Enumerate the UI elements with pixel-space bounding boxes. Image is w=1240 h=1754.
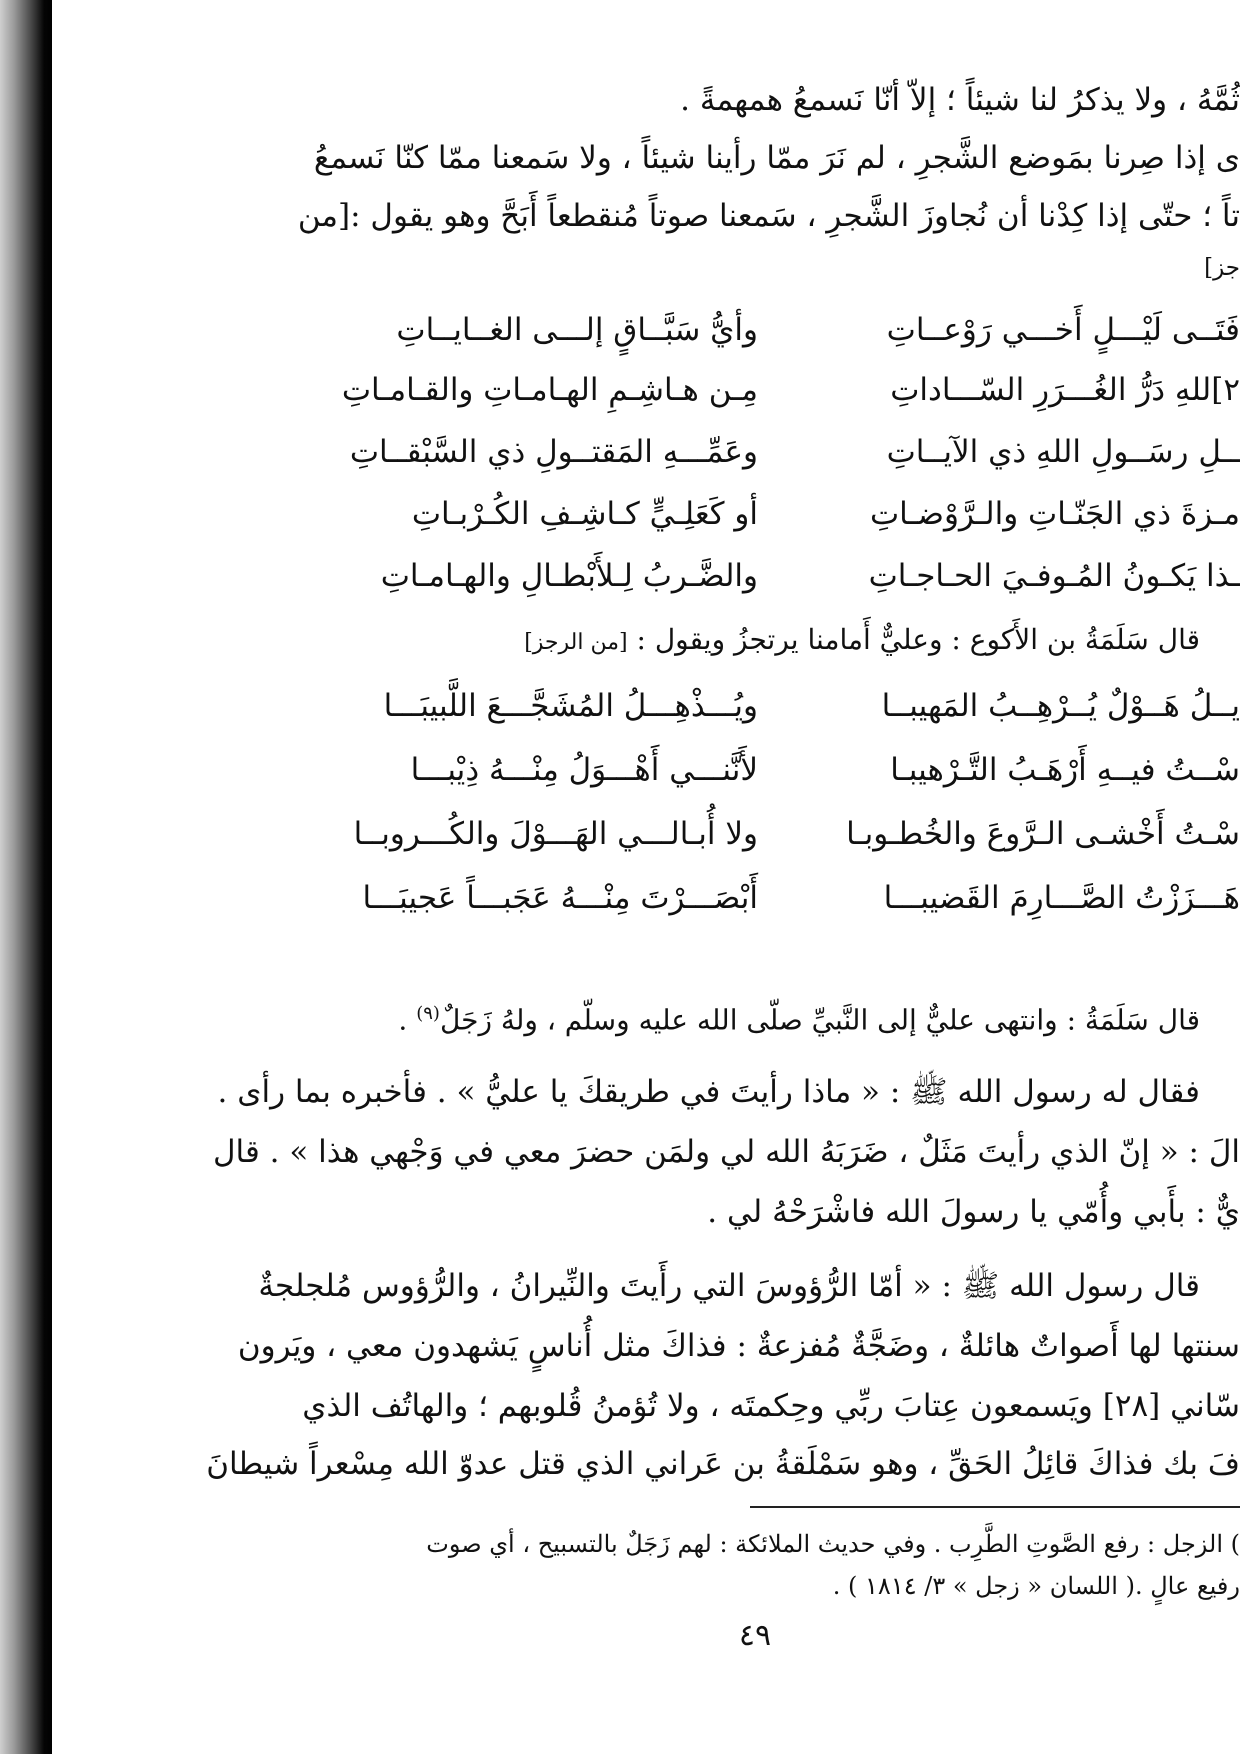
verse-row [70, 676, 1240, 736]
verse-first-hemistich: يــلُ هَــوْلٌ يُــرْهِــبُ المَهيبــا [881, 688, 1240, 724]
prose-line: قال رسول الله ﷺ : « أمّا الرُّؤوسَ التي رأَيتَ والنِّيرانُ ، والرُّؤوس مُلجلجةٌ [258, 1268, 1200, 1304]
verse-first-hemistich: ٢]للهِ دَرُّ الغُـــرَرِ السّـــاداتِ [890, 372, 1240, 408]
prose-line: يٌّ : بأَبي وأُمّي يا رسولَ الله فاشْرَحْهُ لي . [707, 1194, 1240, 1230]
verse-row [70, 546, 1240, 606]
verse-second-hemistich: أَبْصَـــرْتَ مِنْـــهُ عَجَبـــاً عَجيبَـــا [362, 880, 758, 916]
scan-binding-edge [0, 0, 52, 1754]
verse-first-hemistich: ـذا يَكـونُ المُـوفـيَ الحـاجـاتِ [868, 558, 1240, 594]
verse-intro [70, 610, 1200, 670]
verse-row [70, 360, 1240, 420]
verse-second-hemistich: ولا أُبـالـــي الهَـــوْلَ والكُـــروبــا [353, 816, 758, 852]
verse-first-hemistich: هَـــزَزْتُ الصَّـــارِمَ القَضيبـــا [883, 880, 1240, 916]
verse-row [70, 740, 1240, 800]
verse-first-hemistich: ــلِ رسَــولِ اللهِ ذي الآيــاتِ [886, 434, 1240, 470]
prose-line: الَ : « إنّ الذي رأيتَ مَثَلٌ ، ضَرَبَهُ الله لي ولمَن حضرَ معي في وَجْهي هذا » . قال [213, 1134, 1240, 1170]
verse-second-hemistich: مِـن هـاشِـمِ الهـامـاتِ والقـامـاتِ [341, 372, 758, 408]
verse-first-hemistich: سْـتُ أَخْشـى الـرَّوعَ والخُطـوبـا [846, 816, 1240, 852]
verse-first-hemistich: سْــتُ فيــهِ أَرْهَـبُ التَّـرْهيبـا [890, 752, 1240, 788]
verse-second-hemistich: وأيُّ سَبَّــاقٍ إلـــى الغــايــاتِ [396, 312, 758, 348]
meter-note: جز] [1204, 255, 1240, 281]
verse-first-hemistich: مـزةَ ذي الجَنّـاتِ والـرَّوْضـاتِ [869, 496, 1240, 532]
prose-line: سنتها لها أَصواتٌ هائلةٌ ، وضَجَّةٌ مُفزعةٌ : فذاكَ مثل أُناسٍ يَشهدون معي ، ويَرون [237, 1328, 1240, 1364]
prose-line: فقال له رسول الله ﷺ : « ماذا رأيتَ في طريقكَ يا عليُّ » . فأخبره بما رأى . [217, 1074, 1200, 1110]
verse-row [70, 484, 1240, 544]
footnote-ref: (٩) [416, 1003, 440, 1024]
verse-row [70, 804, 1240, 864]
prose-line: ى إذا صِرنا بمَوضع الشَّجرِ ، لم نَرَ ممّا رأينا شيئاً ، ولا سَمعنا ممّا كنّا نَسمعُ [313, 140, 1240, 176]
prose-line: تاً ؛ حتّى إذا كِدْنا أن نُجاوزَ الشَّجرِ ، سَمعنا صوتاً مُنقطعاً أَبَحَّ وهو يقول :[من [297, 198, 1240, 234]
verse-row [70, 868, 1240, 928]
verse-second-hemistich: أو كَعَلِـيٍّ كـاشِـفِ الكُـرْبـاتِ [411, 496, 758, 532]
book-page [70, 0, 1240, 1754]
verse-second-hemistich: ويُـــذْهِـــلُ المُشَجَّـــعَ اللَّبيبَـــا [383, 688, 758, 724]
verse-second-hemistich: والضَّـربُ لِـلأَبْطـالِ والهـامـاتِ [380, 558, 758, 594]
verse-first-hemistich: فَتَــى لَيْـــلٍ أَخـــي رَوْعــاتِ [886, 312, 1240, 348]
verse-second-hemistich: لأَنَّنـــي أَهْـــوَلُ مِنْـــهُ ذِيْبـــا [410, 752, 758, 788]
prose-line: ثُمَّهُ ، ولا يذكرُ لنا شيئاً ؛ إلاّ أنّا نَسمعُ همهمةً . [680, 82, 1240, 118]
footnote-line: ) الزجل : رفع الصَّوتِ الطَّرِب . وفي حديث الملائكة : لهم زَجَلٌ بالتسبيح ، أي صوت [426, 1530, 1240, 1558]
narration-line: قال سَلَمَةُ : وانتهى عليٌّ إلى النَّبيِّ صلّى الله عليه وسلّم ، ولهُ زَجَلٌ$^{(٩)}$ . [398, 1003, 1200, 1037]
verse-row [70, 300, 1240, 360]
meter-note: [من الرجز] [524, 630, 628, 655]
prose-line: فَ بك فذاكَ قائِلُ الحَقِّ ، وهو سَمْلَقةُ بن عَراني الذي قتل عدوّ الله مِسْعراً شيطانَ [206, 1446, 1240, 1482]
page-number: ٤٩ [738, 1618, 772, 1653]
footnote-separator [750, 1506, 1240, 1508]
verse-intro-text: قال سَلَمَةُ بن الأَكوع : وعليٌّ أَمامنا يرتجزُ ويقول : [636, 623, 1200, 656]
verse-second-hemistich: وعَمِّـــهِ المَقتــولِ ذي السَّبْقــاتِ [349, 434, 758, 470]
narration-text: قال سَلَمَةُ : وانتهى عليٌّ إلى النَّبيِّ صلّى الله عليه وسلّم ، ولهُ زَجَلٌ [439, 1003, 1200, 1037]
footnote-line: رفيع عالٍ .( اللسان « زجل » ٣/ ١٨١٤ ) . [832, 1572, 1240, 1600]
prose-line: سّاني [٢٨] ويَسمعون عِتابَ ربِّي وحِكمتَه ، ولا تُؤمنُ قُلوبهم ؛ والهاتُف الذي [302, 1388, 1240, 1424]
verse-row [70, 422, 1240, 482]
